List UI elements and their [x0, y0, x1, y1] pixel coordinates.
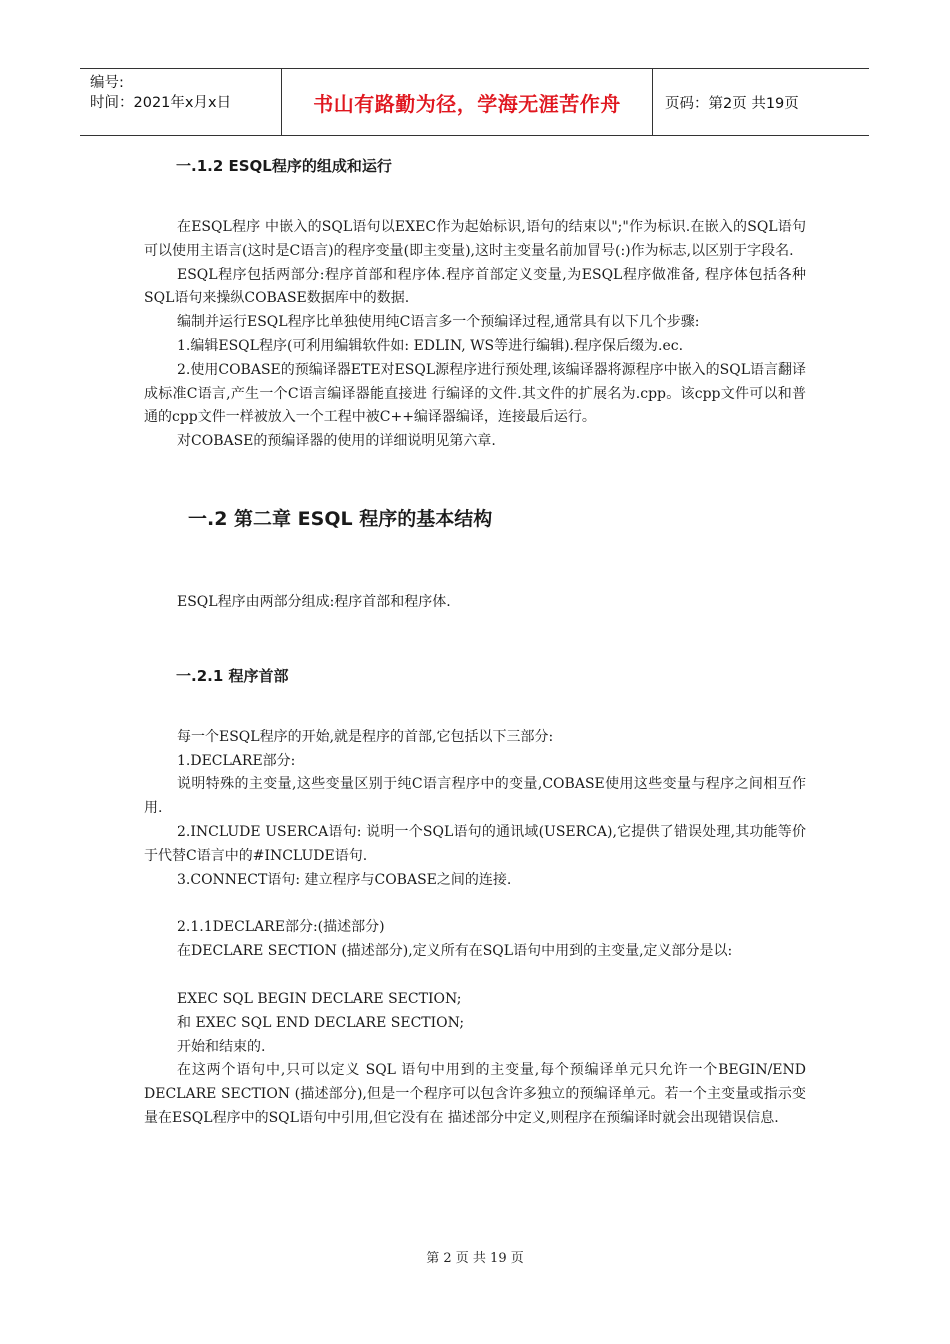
document-body	[144, 155, 806, 1131]
motto: 书山有路勤为径，学海无涯苦作舟	[281, 69, 653, 135]
paragraph: 说明特殊的主变量,这些变量区别于纯C语言程序中的变量,COBASE使用这些变量与程序之间相互作用.	[144, 776, 806, 817]
paragraph: ESQL程序包括两部分:程序首部和程序体.程序首部定义变量,为ESQL程序做准备, 程序体包括各种SQL语句来操纵COBASE数据库中的数据.	[144, 266, 806, 307]
paragraph: 在ESQL程序 中嵌入的SQL语句以EXEC作为起始标识,语句的结束以";"作为标识.在嵌入的SQL语句可以使用主语言(这时是C语言)的程序变量(即主变量),这时主变量名前加冒号(:)作为标志,以区别于字段名.	[144, 219, 806, 259]
paragraph: 在这两个语句中,只可以定义 SQL 语句中用到的主变量,每个预编译单元只允许一个BEGIN/END DECLARE SECTION (描述部分),但是一个程序可以包含许多独立的预编译单元。若一个主变量或指示变量在ESQL程序中的SQL语句中引用,但它没有在 描述部分中定义,则程序在预编译时就会出现错误信息.	[144, 1062, 806, 1126]
header-table	[80, 68, 869, 136]
code-line: 和 EXEC SQL END DECLARE SECTION;	[177, 1014, 465, 1031]
header-left-cell	[80, 69, 281, 135]
paragraph: 对COBASE的预编译器的使用的详细说明见第六章.	[177, 433, 496, 450]
paragraph: 1.编辑ESQL程序(可利用编辑软件如: EDLIN, WS等进行编辑).程序保后缀为.ec.	[177, 337, 684, 354]
paragraph: 每一个ESQL程序的开始,就是程序的首部,它包括以下三部分:	[177, 728, 554, 745]
paragraph: 2.使用COBASE的预编译器ETE对ESQL源程序进行预处理,该编译器将源程序中嵌入的SQL语言翻译成标准C语言,产生一个C语言编译器能直接进 行编译的文件.其文件的扩展名为.cpp。该cpp文件可以和普通的cpp文件一样被放入一个工程中被C++编译器编译，连接最后运行。	[144, 361, 806, 426]
paragraph: 编制并运行ESQL程序比单独使用纯C语言多一个预编译过程,通常具有以下几个步骤:	[177, 314, 700, 331]
paragraph: 在DECLARE SECTION (描述部分),定义所有在SQL语句中用到的主变量,定义部分是以:	[177, 943, 733, 960]
page-info: 页码：第2页 共19页	[665, 95, 799, 112]
code-line: EXEC SQL BEGIN DECLARE SECTION;	[177, 990, 462, 1007]
chapter-heading-2: 一.2 第二章 ESQL 程序的基本结构	[188, 507, 493, 530]
paragraph: 2.1.1DECLARE部分:(描述部分)	[177, 919, 385, 936]
paragraph: 2.INCLUDE USERCA语句: 说明一个SQL语句的通讯域(USERCA),它提供了错误处理,其功能等价于代替C语言中的#INCLUDE语句.	[144, 823, 806, 864]
paragraph: 3.CONNECT语句: 建立程序与COBASE之间的连接.	[177, 871, 512, 888]
paragraph: ESQL程序由两部分组成:程序首部和程序体.	[177, 593, 451, 610]
paragraph: 开始和结束的.	[177, 1038, 266, 1055]
paragraph: 1.DECLARE部分:	[177, 752, 296, 769]
number-label: 编号:	[90, 75, 124, 91]
section-heading-1-1-2: 一.1.2 ESQL程序的组成和运行	[176, 157, 392, 175]
date-label: 时间：2021年x月x日	[90, 95, 232, 111]
section-heading-2-1: 一.2.1 程序首部	[176, 666, 289, 685]
page-footer: 第 2 页 共 19 页	[426, 1251, 524, 1266]
